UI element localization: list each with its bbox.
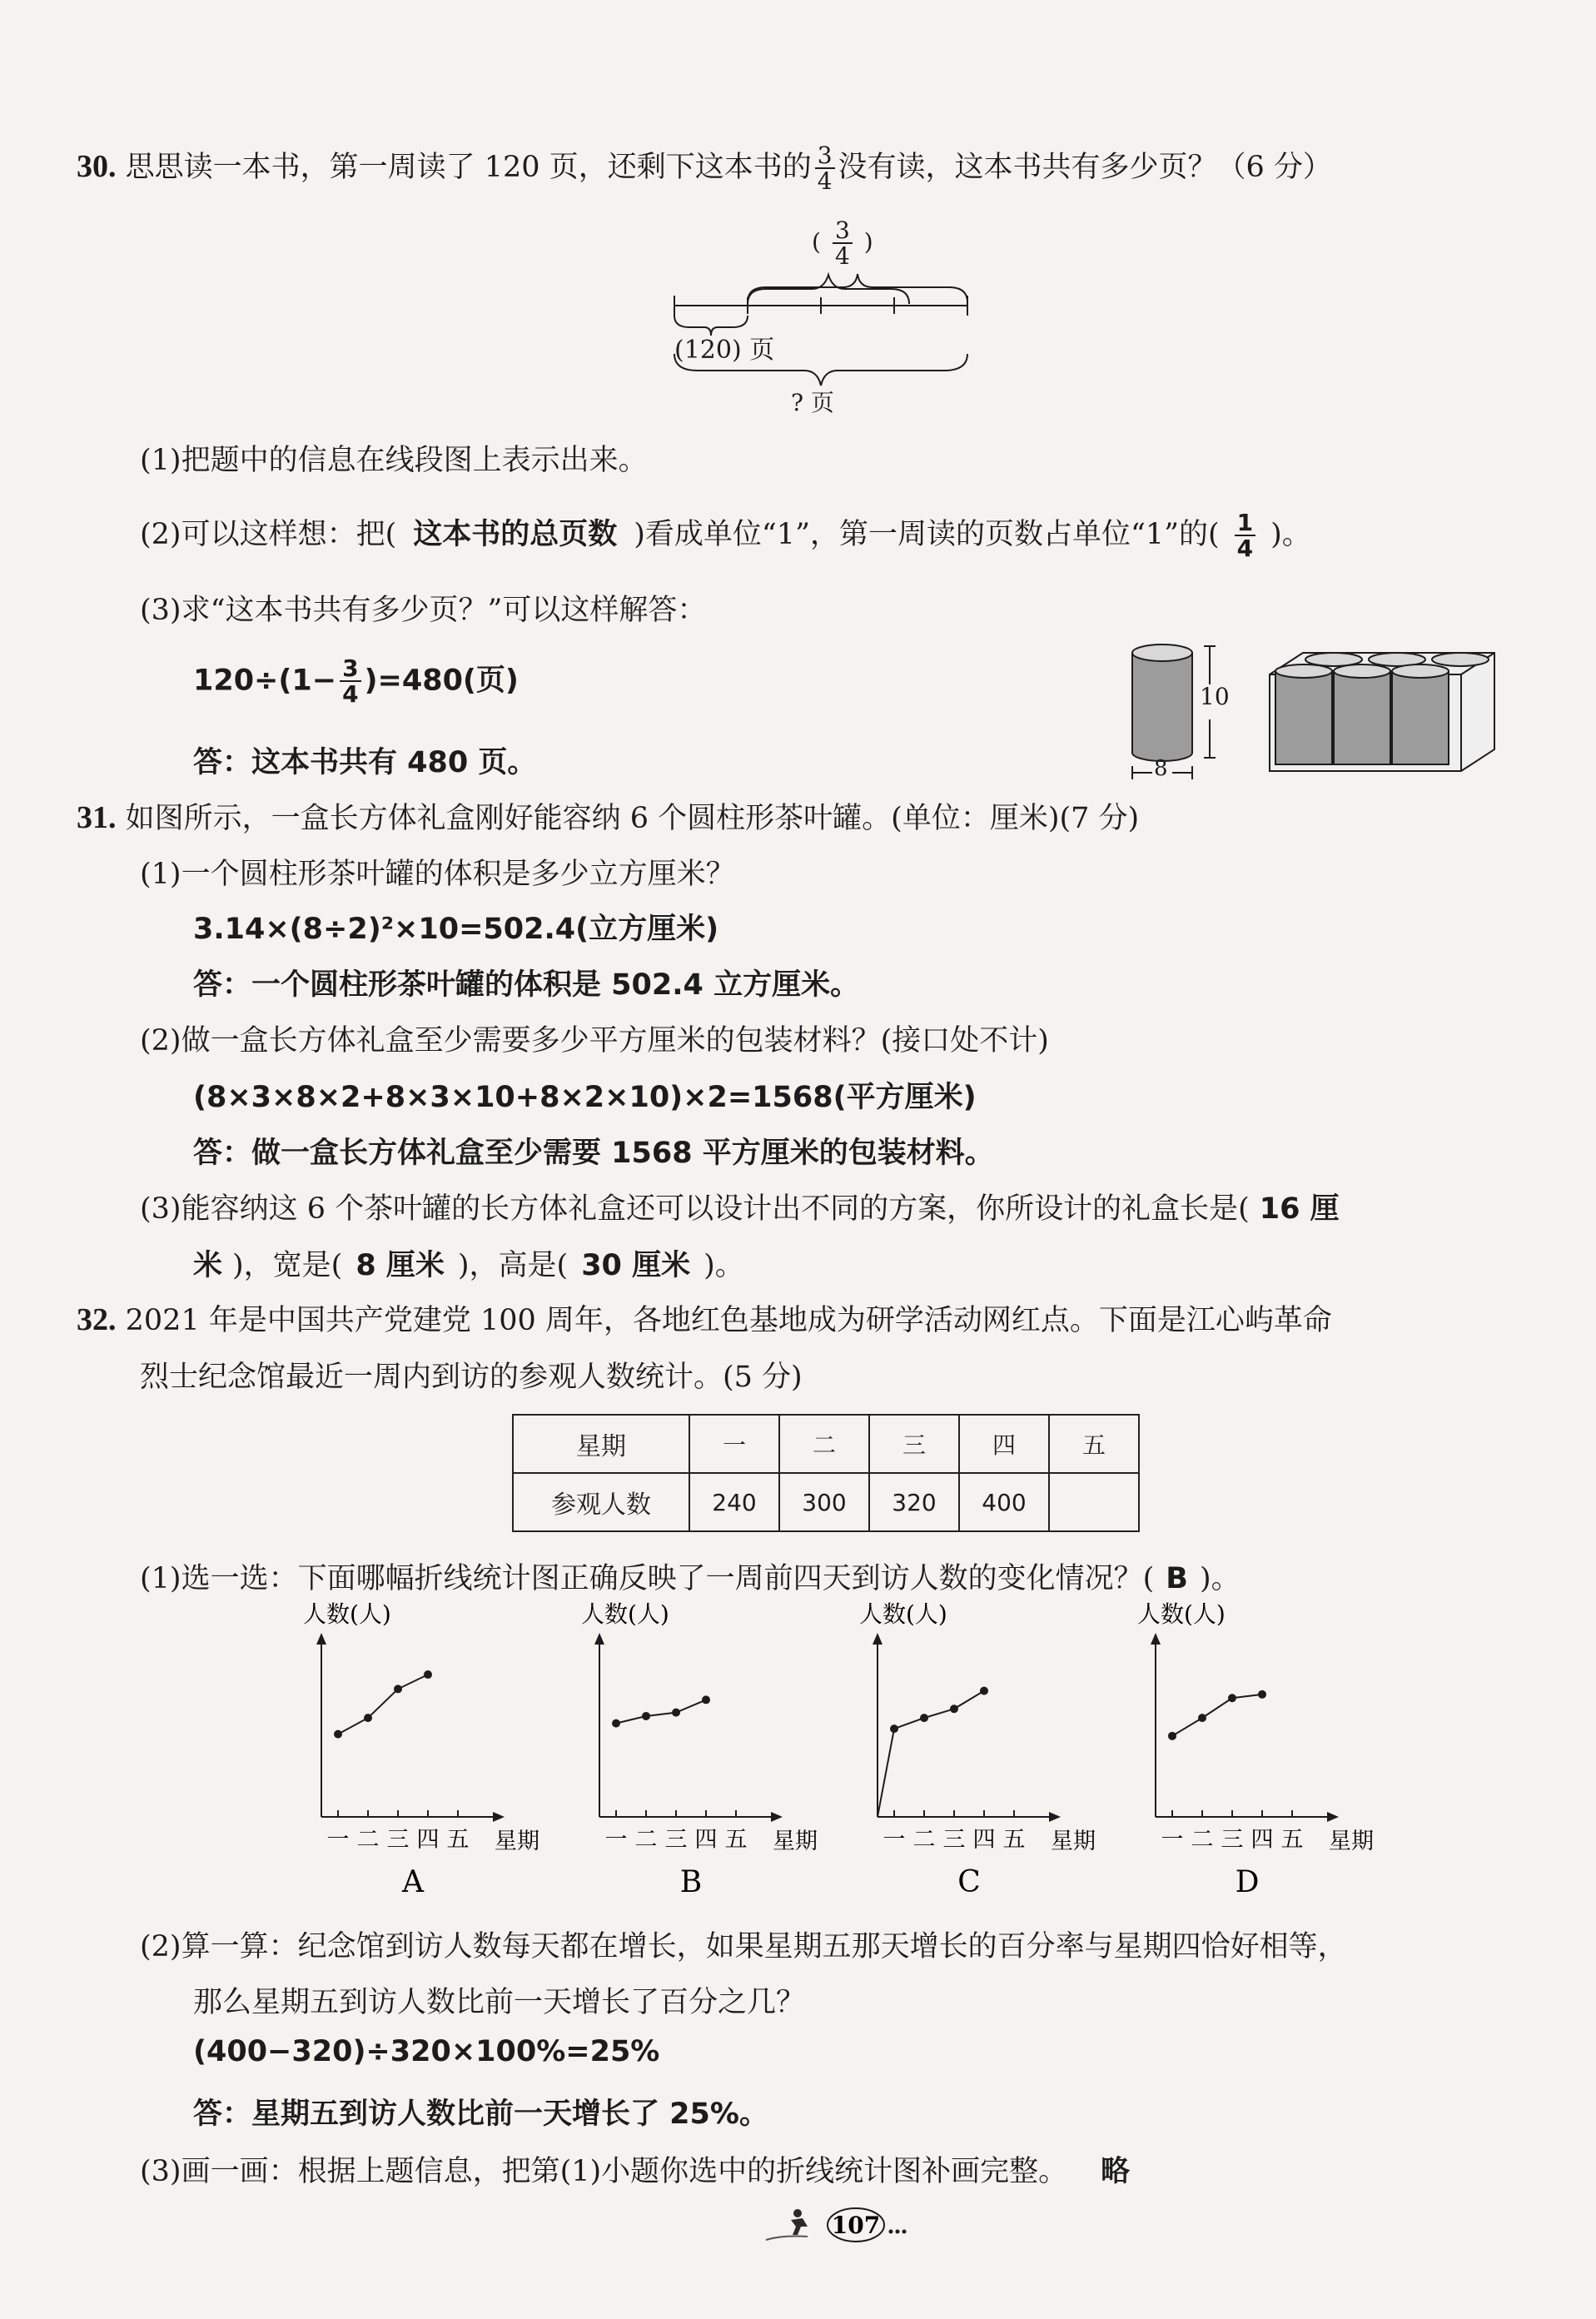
x-tick-label: 三 bbox=[386, 1827, 410, 1853]
y-axis-label: 人数(人) bbox=[859, 1600, 947, 1628]
x-axis-label: 星期 bbox=[1051, 1829, 1096, 1854]
question-number: 30. bbox=[77, 148, 117, 184]
q32-part2-calc: (400−320)÷320×100%=25% bbox=[193, 2035, 660, 2068]
fill-width: 8 厘米 bbox=[355, 1249, 445, 1282]
data-point bbox=[394, 1685, 402, 1693]
x-axis-arrow bbox=[771, 1812, 783, 1822]
x-axis-arrow bbox=[1049, 1812, 1061, 1822]
data-point bbox=[890, 1724, 898, 1733]
fill-choice: B bbox=[1166, 1562, 1188, 1595]
data-point bbox=[702, 1695, 710, 1704]
fill-answer: 略 bbox=[1101, 2155, 1131, 2188]
question-number: 31. bbox=[77, 800, 117, 835]
data-point bbox=[642, 1712, 650, 1720]
table-cell: 240 bbox=[689, 1473, 779, 1531]
x-axis-label: 星期 bbox=[495, 1829, 539, 1854]
diagram-left-label: (120) 页 bbox=[674, 336, 775, 365]
q30-part2: (2)可以这样想：把( 这本书的总页数 )看成单位“1”，第一周读的页数占单位“1”的( $\frac{1}{4}$ )。 bbox=[140, 509, 1311, 563]
x-tick-label: 五 bbox=[446, 1827, 470, 1853]
q32-part2-answer: 答：星期五到访人数比前一天增长了 25%。 bbox=[193, 2098, 768, 2131]
page-footer bbox=[749, 2198, 916, 2257]
data-point bbox=[424, 1670, 432, 1679]
table-header-cell: 二 bbox=[779, 1415, 869, 1473]
table-header-cell: 四 bbox=[959, 1415, 1049, 1473]
gift-box-icon bbox=[1270, 653, 1494, 771]
q30-stem: 30. 思思读一本书，第一周读了 120 页，还剩下这本书的 $\frac{3}{4}$ 没有读，这本书共有多少页？（6 分） bbox=[77, 142, 1332, 196]
q32-stem-line2: 烈士纪念馆最近一周内到访的参观人数统计。(5 分) bbox=[140, 1361, 803, 1394]
diameter-label: 8 bbox=[1154, 756, 1168, 781]
table-header-cell: 一 bbox=[689, 1415, 779, 1473]
x-axis-arrow bbox=[493, 1812, 505, 1822]
q30-part3: (3)求“这本书共有多少页？”可以这样解答： bbox=[140, 594, 707, 627]
data-point bbox=[1228, 1694, 1236, 1702]
x-tick-label: 一 bbox=[326, 1827, 350, 1853]
height-label: 10 bbox=[1200, 683, 1230, 710]
swoosh-icon bbox=[766, 2237, 808, 2241]
q32-part3: (3)画一画：根据上题信息，把第(1)小题你选中的折线统计图补画完整。 略 bbox=[140, 2155, 1131, 2188]
fill-height: 30 厘米 bbox=[581, 1249, 691, 1282]
data-point bbox=[334, 1730, 342, 1739]
table-row bbox=[513, 1473, 1139, 1531]
series-line bbox=[616, 1699, 706, 1723]
table-cell bbox=[1049, 1473, 1139, 1531]
x-tick-label: 五 bbox=[724, 1827, 748, 1853]
q31-part3-line2: 米 )，宽是( 8 厘米 )，高是( 30 厘米 )。 bbox=[193, 1249, 744, 1282]
table-row-label: 参观人数 bbox=[513, 1473, 689, 1531]
line-charts bbox=[275, 1599, 1407, 1907]
chart-option-label: C bbox=[957, 1865, 981, 1899]
cylinder-icon bbox=[1132, 644, 1192, 761]
q30-calc: 120÷(1− $\frac{3}{4}$ )=480(页) bbox=[193, 654, 519, 709]
y-axis-arrow bbox=[1151, 1633, 1161, 1645]
chart-option-label: D bbox=[1235, 1865, 1260, 1899]
q31-stem: 31. 如图所示，一盒长方体礼盒刚好能容纳 6 个圆柱形茶叶罐。(单位：厘米)(7 分) bbox=[77, 800, 1140, 835]
series-line bbox=[338, 1675, 428, 1734]
y-axis-label: 人数(人) bbox=[303, 1600, 391, 1628]
data-point bbox=[920, 1714, 928, 1722]
q31-part1: (1)一个圆柱形茶叶罐的体积是多少立方厘米？ bbox=[140, 858, 735, 891]
diagram-total-label: ? 页 bbox=[791, 389, 834, 416]
page-number: 107 bbox=[831, 2212, 881, 2239]
x-tick-label: 三 bbox=[664, 1827, 688, 1853]
q31-part2: (2)做一盒长方体礼盒至少需要多少平方厘米的包装材料？(接口处不计) bbox=[140, 1024, 1049, 1057]
y-axis-arrow bbox=[873, 1633, 883, 1645]
q31-part1-answer: 答：一个圆柱形茶叶罐的体积是 502.4 立方厘米。 bbox=[193, 968, 860, 1002]
y-axis-arrow bbox=[594, 1633, 604, 1645]
series-line bbox=[878, 1691, 984, 1817]
series-line bbox=[1172, 1694, 1262, 1736]
x-tick-label: 四 bbox=[972, 1827, 996, 1853]
q32-stem-line1: 32. 2021 年是中国共产党建党 100 周年，各地红色基地成为研学活动网红点。下面是江心屿革命 bbox=[77, 1302, 1332, 1337]
fill-answer: 这本书的总页数 bbox=[413, 517, 618, 551]
q31-part3-line1: (3)能容纳这 6 个茶叶罐的长方体礼盒还可以设计出不同的方案，你所设计的礼盒长是( 16 厘 bbox=[140, 1192, 1340, 1226]
table-cell: 400 bbox=[959, 1473, 1049, 1531]
data-point bbox=[950, 1704, 958, 1713]
q30-answer: 答：这本书共有 480 页。 bbox=[193, 746, 537, 779]
fill-length: 16 厘 bbox=[1259, 1192, 1340, 1226]
x-tick-label: 三 bbox=[942, 1827, 966, 1853]
q31-part2-answer: 答：做一盒长方体礼盒至少需要 1568 平方厘米的包装材料。 bbox=[193, 1137, 994, 1170]
data-point bbox=[612, 1719, 620, 1728]
q31-part2-calc: (8×3×8×2+8×3×10+8×2×10)×2=1568(平方厘米) bbox=[193, 1081, 977, 1114]
x-tick-label: 四 bbox=[416, 1827, 440, 1853]
data-point bbox=[1198, 1714, 1206, 1722]
visitor-table bbox=[512, 1414, 1140, 1532]
x-axis-label: 星期 bbox=[773, 1829, 818, 1854]
question-number: 32. bbox=[77, 1302, 117, 1337]
q32-part2-line1: (2)算一算：纪念馆到访人数每天都在增长，如果星期五那天增长的百分率与星期四恰好相等， bbox=[140, 1930, 1347, 1963]
x-tick-label: 一 bbox=[604, 1827, 628, 1853]
x-tick-label: 二 bbox=[634, 1827, 658, 1853]
table-row bbox=[513, 1415, 1139, 1473]
data-point bbox=[1258, 1690, 1266, 1699]
data-point bbox=[364, 1714, 372, 1722]
cylinder-figure bbox=[1116, 641, 1507, 783]
top-brace bbox=[748, 275, 909, 304]
x-tick-label: 五 bbox=[1280, 1827, 1304, 1853]
x-tick-label: 一 bbox=[1161, 1827, 1184, 1853]
data-point bbox=[672, 1709, 680, 1717]
y-axis-arrow bbox=[316, 1633, 326, 1645]
fraction: $\frac{3}{4}$ bbox=[815, 143, 835, 194]
y-axis-label: 人数(人) bbox=[1137, 1600, 1226, 1628]
diagram-top-label: ( $\frac{3}{4}$ ) bbox=[812, 216, 873, 271]
x-axis-label: 星期 bbox=[1329, 1829, 1374, 1854]
x-tick-label: 二 bbox=[1191, 1827, 1214, 1853]
q32-part1: (1)选一选：下面哪幅折线统计图正确反映了一周前四天到访人数的变化情况？( B )。 bbox=[140, 1562, 1241, 1595]
data-point bbox=[980, 1687, 988, 1695]
table-header-cell: 星期 bbox=[513, 1415, 689, 1473]
x-tick-label: 一 bbox=[883, 1827, 906, 1853]
table-cell: 300 bbox=[779, 1473, 869, 1531]
x-tick-label: 四 bbox=[694, 1827, 718, 1853]
x-tick-label: 五 bbox=[1002, 1827, 1026, 1853]
x-tick-label: 二 bbox=[356, 1827, 380, 1853]
x-tick-label: 四 bbox=[1250, 1827, 1274, 1853]
fill-fraction: $\frac{1}{4}$ bbox=[1235, 510, 1255, 561]
x-tick-label: 二 bbox=[912, 1827, 936, 1853]
x-axis-arrow bbox=[1327, 1812, 1339, 1822]
q31-part1-calc: 3.14×(8÷2)²×10=502.4(立方厘米) bbox=[193, 913, 719, 946]
chart-option-label: B bbox=[679, 1865, 703, 1899]
table-header-cell: 三 bbox=[869, 1415, 959, 1473]
table-header-cell: 五 bbox=[1049, 1415, 1139, 1473]
x-tick-label: 三 bbox=[1221, 1827, 1244, 1853]
q32-part2-line2: 那么星期五到访人数比前一天增长了百分之几？ bbox=[193, 1986, 806, 2019]
data-point bbox=[1168, 1732, 1176, 1740]
q30-part1: (1)把题中的信息在线段图上表示出来。 bbox=[140, 444, 648, 477]
y-axis-label: 人数(人) bbox=[581, 1600, 669, 1628]
chart-option-label: A bbox=[402, 1865, 424, 1899]
table-cell: 320 bbox=[869, 1473, 959, 1531]
runner-icon bbox=[791, 2209, 808, 2235]
